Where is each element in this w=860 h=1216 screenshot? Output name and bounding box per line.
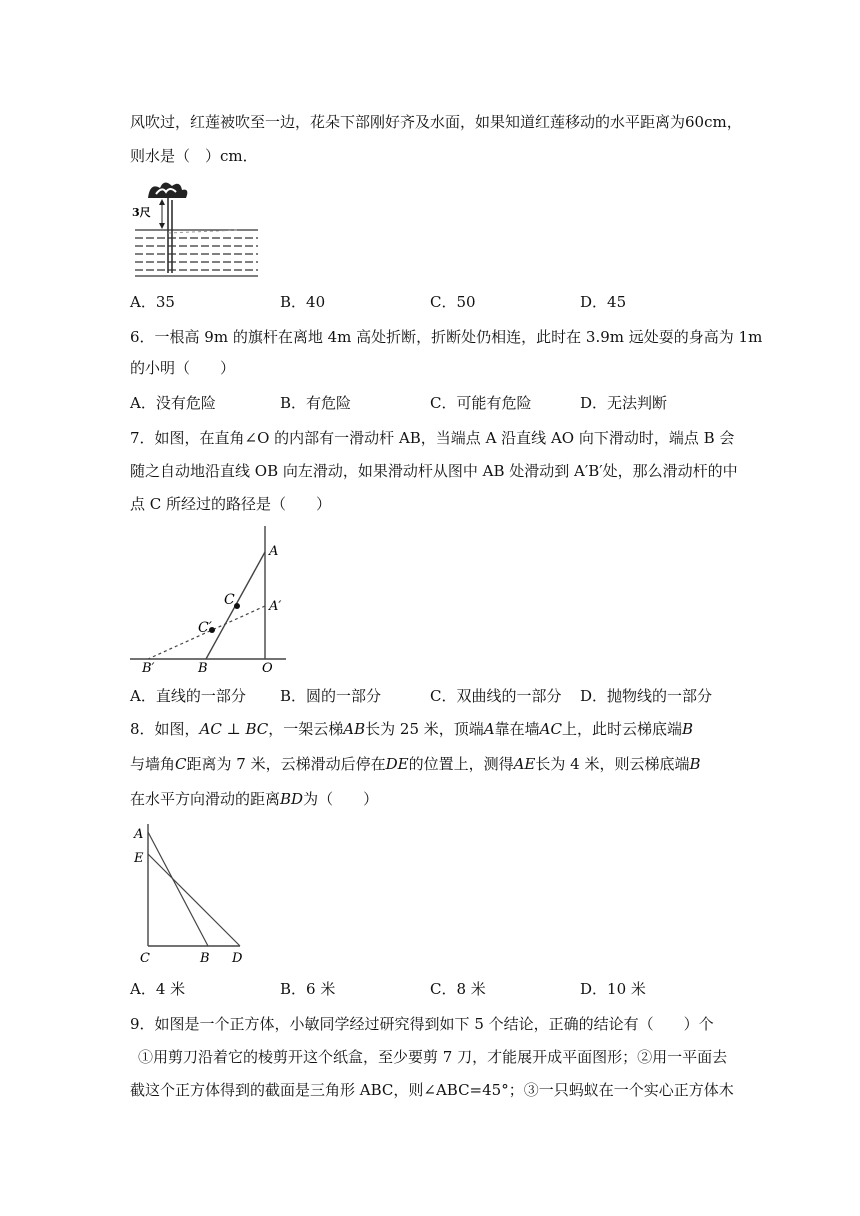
label-c: C <box>224 592 235 608</box>
q7-option-a: A．直线的一部分 <box>130 687 246 705</box>
label-a: A <box>269 544 279 559</box>
q8-option-a: A．4 米 <box>130 980 186 998</box>
q5-option-b: B．40 <box>280 293 326 311</box>
label-a: A <box>134 827 144 842</box>
label-d: D <box>232 951 243 966</box>
sliding-rod-figure <box>128 524 298 674</box>
q8-text-line1: 8．如图，AC ⊥ BC，一架云梯AB长为 25 米，顶端A靠在墙AC上，此时云梯底端B <box>130 720 693 738</box>
q5-text-line2: 则水是（ ）cm． <box>130 147 258 165</box>
q6-option-a: A．没有危险 <box>130 394 216 412</box>
q7-option-d: D．抛物线的一部分 <box>580 687 713 705</box>
q6-option-b: B．有危险 <box>280 394 352 412</box>
lotus-figure <box>130 178 260 280</box>
q9-text-line3: 截这个正方体得到的截面是三角形 ABC，则∠ABC=45°；③一只蚂蚁在一个实心正方体木 <box>130 1081 734 1099</box>
three-chi-label: 3尺 <box>132 206 151 219</box>
q8-option-c: C．8 米 <box>430 980 486 998</box>
q6-text-line2: 的小明（ ） <box>130 359 236 377</box>
ladder-figure <box>128 820 258 968</box>
q8-text-line3: 在水平方向滑动的距离BD为（ ） <box>130 790 379 808</box>
q9-text-line2: ①用剪刀沿着它的棱剪开这个纸盒，至少要剪 7 刀，才能展开成平面图形；②用一平面去 <box>138 1048 728 1066</box>
label-a-prime: A′ <box>269 599 282 614</box>
label-b: B <box>200 951 210 966</box>
q7-option-b: B．圆的一部分 <box>280 687 382 705</box>
label-b: B <box>198 661 208 674</box>
q9-text-line1: 9．如图是一个正方体，小敏同学经过研究得到如下 5 个结论，正确的结论有（ ）个 <box>130 1015 714 1033</box>
q7-option-c: C．双曲线的一部分 <box>430 687 562 705</box>
q5-text-line1: 风吹过，红莲被吹至一边，花朵下部刚好齐及水面，如果知道红莲移动的水平距离为60cm， <box>130 113 742 131</box>
q6-option-d: D．无法判断 <box>580 394 668 412</box>
label-c: C <box>140 951 150 966</box>
label-e: E <box>134 851 144 866</box>
label-b-prime: B′ <box>142 661 155 674</box>
q7-text-line3: 点 C 所经过的路径是（ ） <box>130 495 332 513</box>
q8-text-line2: 与墙角C距离为 7 米，云梯滑动后停在DE的位置上，测得AE长为 4 米，则云梯底端B <box>130 755 701 773</box>
q6-option-c: C．可能有危险 <box>430 394 532 412</box>
label-o: O <box>262 661 273 674</box>
q8-option-b: B．6 米 <box>280 980 336 998</box>
label-c-prime: C′ <box>198 620 212 636</box>
q7-text-line1: 7．如图，在直角∠O 的内部有一滑动杆 AB，当端点 A 沿直线 AO 向下滑动时，端点 B 会 <box>130 429 735 447</box>
q5-option-c: C．50 <box>430 293 476 311</box>
q5-option-a: A．35 <box>130 293 175 311</box>
q5-option-d: D．45 <box>580 293 627 311</box>
q6-text-line1: 6．一根高 9m 的旗杆在离地 4m 高处折断，折断处仍相连，此时在 3.9m 远处耍的身高为 1m <box>130 328 763 346</box>
q7-text-line2: 随之自动地沿直线 OB 向左滑动，如果滑动杆从图中 AB 处滑动到 A′B′处，那么滑动杆的中 <box>130 462 738 480</box>
q8-option-d: D．10 米 <box>580 980 646 998</box>
